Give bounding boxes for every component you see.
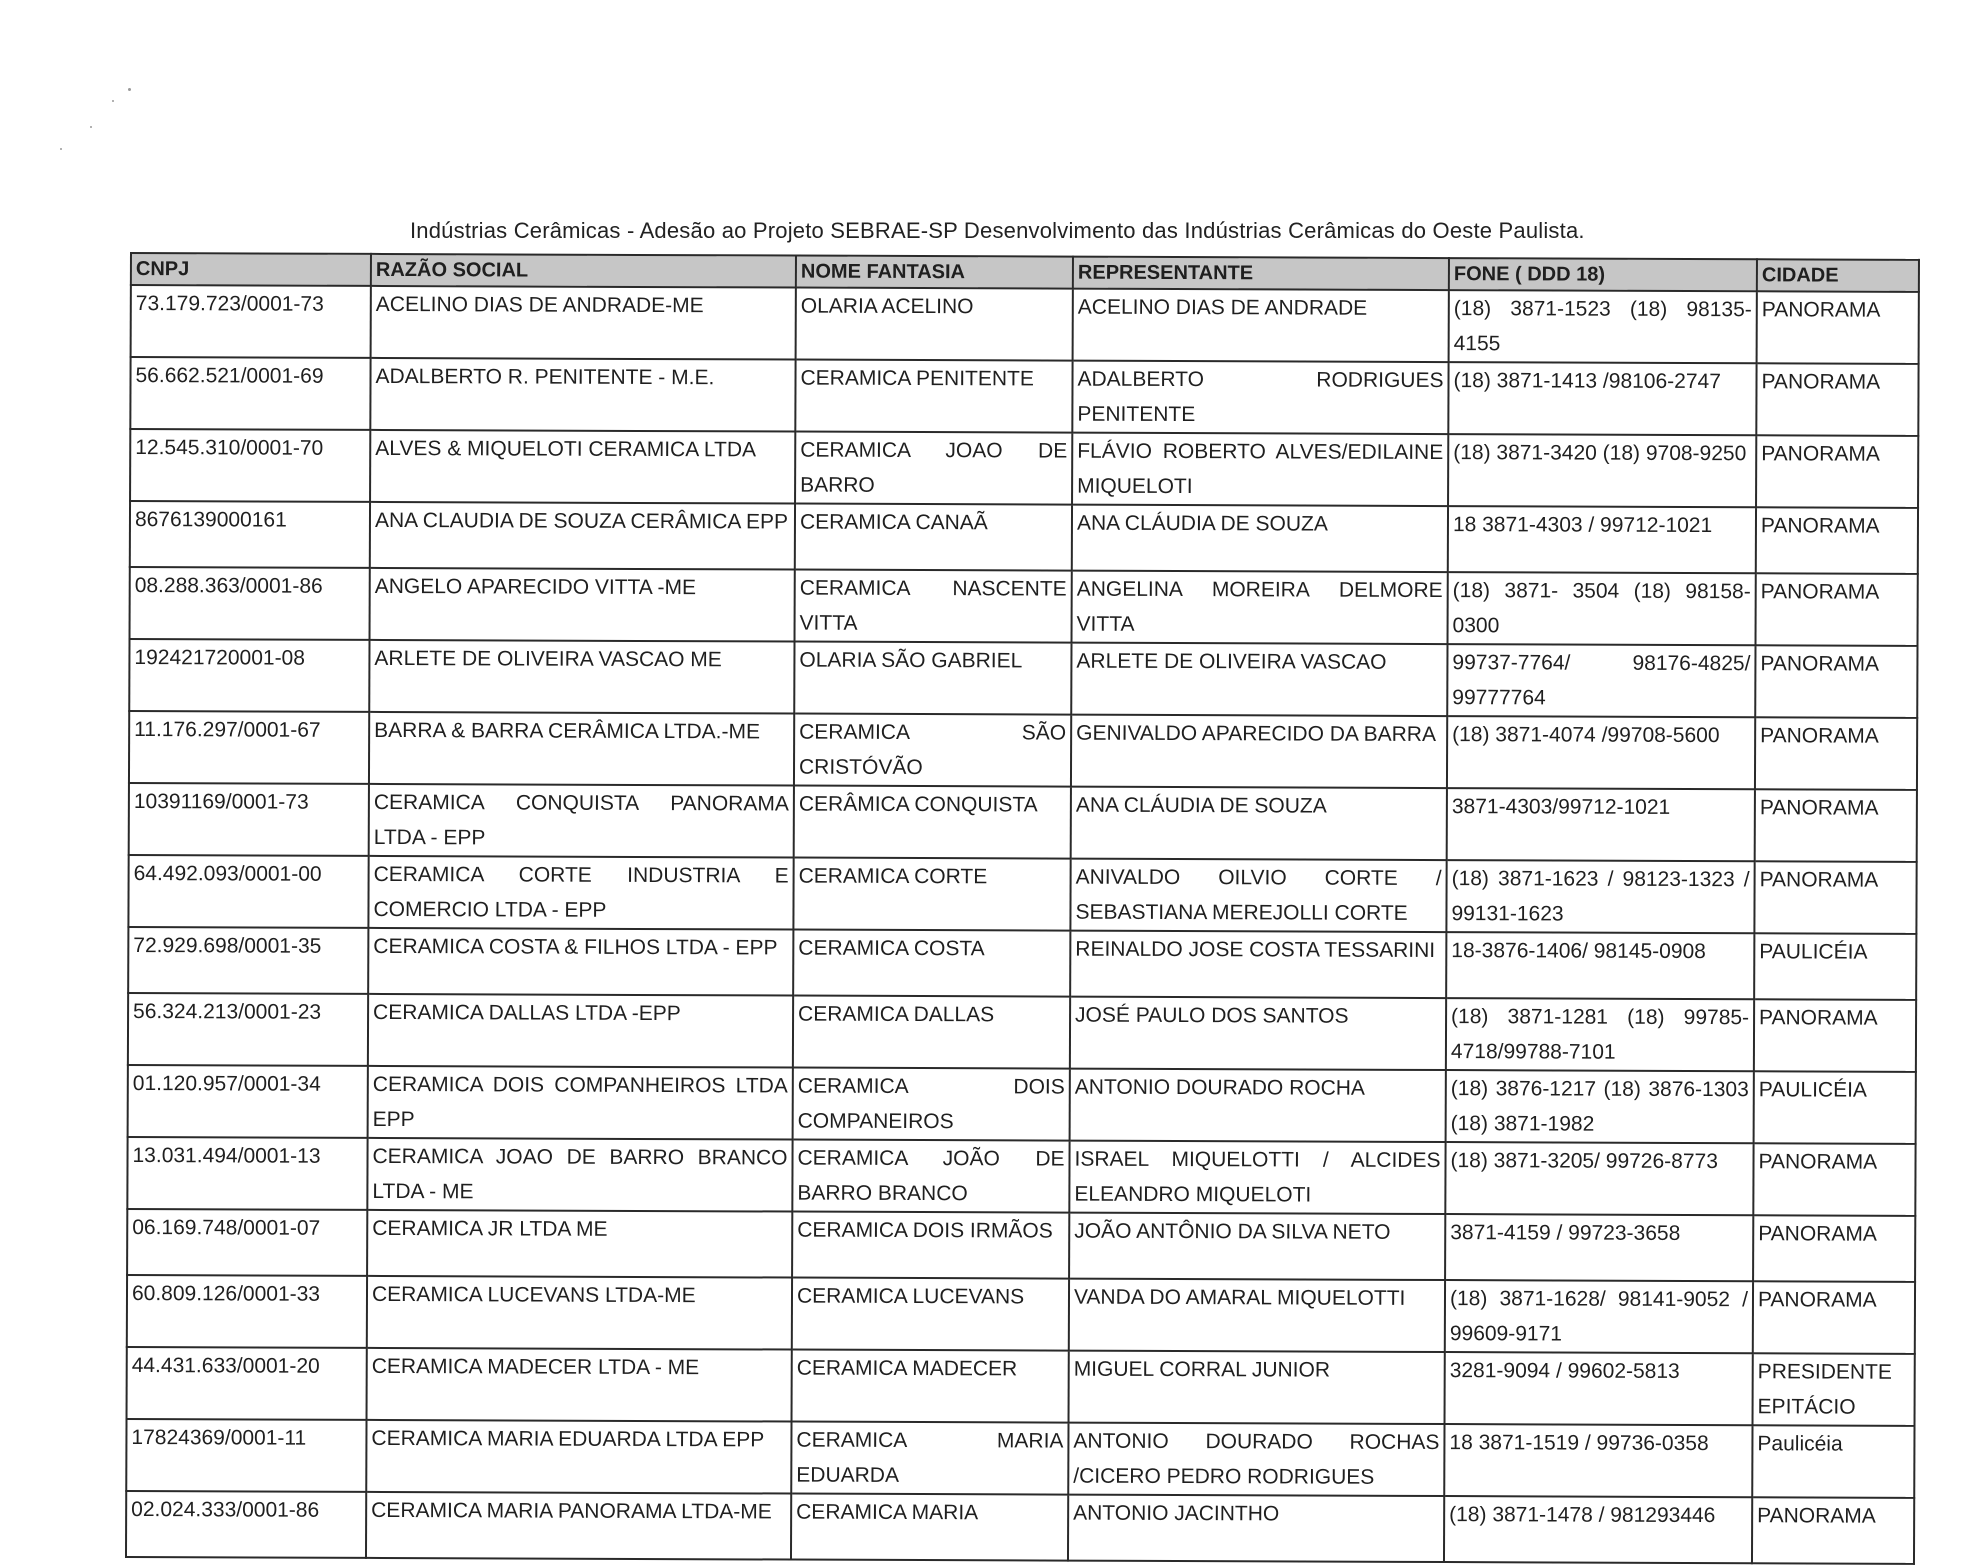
- cell-fone: 18 3871-4303 / 99712-1021: [1448, 506, 1756, 573]
- header-razao-social: RAZÃO SOCIAL: [371, 254, 796, 288]
- cell-cnpj: 01.120.957/0001-34: [128, 1065, 368, 1138]
- cell-cidade: PANORAMA: [1753, 1143, 1915, 1216]
- cell-fone: (18) 3871- 3504 (18) 98158-0300: [1448, 572, 1756, 645]
- cell-razao-social: CERAMICA MARIA EDUARDA LTDA EPP: [366, 1420, 791, 1494]
- header-cnpj: CNPJ: [131, 253, 371, 286]
- cell-nome-fantasia: CERAMICA JOAO DE BARRO: [795, 432, 1072, 505]
- cell-fone: (18) 3871-3205/ 99726-8773: [1445, 1142, 1753, 1215]
- cell-fone: (18) 3871-1623 / 98123-1323 / 99131-1623: [1446, 860, 1754, 933]
- cell-nome-fantasia: CERAMICA MADECER: [792, 1350, 1069, 1423]
- cell-cidade: PANORAMA: [1752, 1497, 1914, 1564]
- cell-razao-social: CERAMICA CORTE INDUSTRIA E COMERCIO LTDA - EPP: [368, 856, 793, 930]
- cell-nome-fantasia: OLARIA SÃO GABRIEL: [794, 642, 1071, 715]
- table-row: [128, 927, 1916, 1000]
- cell-representante: JOSÉ PAULO DOS SANTOS: [1070, 997, 1446, 1070]
- table-row: [126, 1419, 1914, 1498]
- cell-nome-fantasia: CERAMICA COSTA: [793, 930, 1070, 997]
- scan-speck: [112, 100, 114, 102]
- cell-razao-social: ACELINO DIAS DE ANDRADE-ME: [371, 286, 796, 360]
- cell-nome-fantasia: CERAMICA MARIA: [791, 1494, 1068, 1561]
- cell-fone: 99737-7764/ 98176-4825/ 99777764: [1447, 644, 1755, 717]
- cell-nome-fantasia: CERAMICA CORTE: [793, 858, 1070, 931]
- cell-representante: ANA CLÁUDIA DE SOUZA: [1072, 505, 1448, 572]
- cell-nome-fantasia: CERAMICA DOIS COMPANEIROS: [793, 1068, 1070, 1141]
- table-row: [130, 567, 1918, 646]
- cell-cnpj: 192421720001-08: [129, 639, 369, 712]
- cell-representante: ARLETE DE OLIVEIRA VASCAO: [1071, 643, 1447, 716]
- table-row: [127, 1275, 1915, 1354]
- cell-nome-fantasia: CERAMICA DOIS IRMÃOS: [792, 1212, 1069, 1279]
- cell-cidade: PANORAMA: [1754, 999, 1916, 1072]
- document-title: Indústrias Cerâmicas - Adesão ao Projeto SEBRAE-SP Desenvolvimento das Indústrias Cerâmicas do Oeste Paulista.: [410, 218, 1585, 243]
- table-row: [130, 429, 1918, 508]
- cell-cnpj: 12.545.310/0001-70: [130, 429, 370, 502]
- cell-cnpj: 17824369/0001-11: [126, 1419, 366, 1492]
- cell-cidade: PAULICÉIA: [1754, 1071, 1916, 1144]
- cell-cidade: PANORAMA: [1755, 789, 1917, 862]
- cell-razao-social: CERAMICA DOIS COMPANHEIROS LTDA EPP: [368, 1066, 793, 1140]
- cell-fone: (18) 3871-1628/ 98141-9052 / 99609-9171: [1445, 1280, 1753, 1353]
- cell-nome-fantasia: CERAMICA LUCEVANS: [792, 1278, 1069, 1351]
- cell-razao-social: CERAMICA JOAO DE BARRO BRANCO LTDA - ME: [367, 1138, 792, 1212]
- table-row: [128, 1065, 1916, 1144]
- cell-cnpj: 13.031.494/0001-13: [127, 1137, 367, 1210]
- cell-nome-fantasia: CERÂMICA CONQUISTA: [794, 786, 1071, 859]
- scan-speck: [60, 148, 62, 150]
- cell-cnpj: 08.288.363/0001-86: [130, 567, 370, 640]
- cell-representante: ANA CLÁUDIA DE SOUZA: [1071, 787, 1447, 860]
- cell-cnpj: 73.179.723/0001-73: [131, 285, 371, 358]
- cell-cidade: PANORAMA: [1756, 435, 1918, 508]
- cell-fone: (18) 3871-1478 / 981293446: [1444, 1496, 1752, 1563]
- cell-representante: GENIVALDO APARECIDO DA BARRA: [1071, 715, 1447, 788]
- cell-nome-fantasia: CERAMICA JOÃO DE BARRO BRANCO: [792, 1140, 1069, 1213]
- cell-cidade: PAULICÉIA: [1754, 933, 1916, 1000]
- table-row: [127, 1209, 1915, 1282]
- cell-representante: FLÁVIO ROBERTO ALVES/EDILAINE MIQUELOTI: [1072, 433, 1448, 506]
- cell-nome-fantasia: CERAMICA MARIA EDUARDA: [791, 1422, 1068, 1495]
- cell-nome-fantasia: CERAMICA PENITENTE: [795, 360, 1072, 433]
- cell-cidade: PANORAMA: [1755, 717, 1917, 790]
- cell-razao-social: ALVES & MIQUELOTI CERAMICA LTDA: [370, 430, 795, 504]
- cell-fone: (18) 3871-4074 /99708-5600: [1447, 716, 1755, 789]
- table-row: [131, 285, 1919, 364]
- table-row: [129, 711, 1917, 790]
- cell-cnpj: 02.024.333/0001-86: [126, 1491, 366, 1558]
- cell-representante: JOÃO ANTÔNIO DA SILVA NETO: [1069, 1213, 1445, 1280]
- scan-speck: [128, 88, 131, 91]
- cell-cnpj: 56.662.521/0001-69: [130, 357, 370, 430]
- table-row: [127, 1137, 1915, 1216]
- table-row: [129, 783, 1917, 862]
- cell-fone: 18 3871-1519 / 99736-0358: [1444, 1424, 1752, 1497]
- header-fone: FONE ( DDD 18): [1449, 258, 1757, 291]
- cell-fone: (18) 3871-1413 /98106-2747: [1448, 362, 1756, 435]
- cell-fone: (18) 3876-1217 (18) 3876-1303 (18) 3871-1982: [1446, 1070, 1754, 1143]
- cell-cnpj: 11.176.297/0001-67: [129, 711, 369, 784]
- cell-razao-social: ARLETE DE OLIVEIRA VASCAO ME: [369, 640, 794, 714]
- cell-representante: ADALBERTO RODRIGUES PENITENTE: [1072, 361, 1448, 434]
- cell-cnpj: 10391169/0001-73: [129, 783, 369, 856]
- cell-cnpj: 44.431.633/0001-20: [127, 1347, 367, 1420]
- cell-cidade: PRESIDENTE EPITÁCIO: [1753, 1353, 1915, 1426]
- table-row: [129, 639, 1917, 718]
- cell-representante: VANDA DO AMARAL MIQUELOTTI: [1069, 1279, 1445, 1352]
- cell-razao-social: CERAMICA CONQUISTA PANORAMA LTDA - EPP: [369, 784, 794, 858]
- cell-razao-social: CERAMICA MADECER LTDA - ME: [367, 1348, 792, 1422]
- cell-representante: ISRAEL MIQUELOTTI / ALCIDES ELEANDRO MIQUELOTI: [1069, 1141, 1445, 1214]
- cell-cnpj: 8676139000161: [130, 501, 370, 568]
- cell-razao-social: CERAMICA LUCEVANS LTDA-ME: [367, 1276, 792, 1350]
- cell-representante: MIGUEL CORRAL JUNIOR: [1069, 1351, 1445, 1424]
- cell-cnpj: 06.169.748/0001-07: [127, 1209, 367, 1276]
- cell-cidade: PANORAMA: [1753, 1281, 1915, 1354]
- cell-cidade: PANORAMA: [1755, 645, 1917, 718]
- table-row: [128, 993, 1916, 1072]
- cell-cidade: PANORAMA: [1757, 291, 1919, 364]
- table-row: [130, 357, 1918, 436]
- cell-representante: ANTONIO DOURADO ROCHAS /CICERO PEDRO RODRIGUES: [1068, 1423, 1444, 1496]
- scan-speck: [90, 126, 92, 128]
- cell-cidade: PANORAMA: [1754, 861, 1916, 934]
- cell-cidade: PANORAMA: [1756, 507, 1918, 574]
- cell-fone: (18) 3871-1523 (18) 98135-4155: [1449, 290, 1757, 363]
- cell-cnpj: 56.324.213/0001-23: [128, 993, 368, 1066]
- header-cidade: CIDADE: [1757, 259, 1919, 292]
- cell-cidade: PANORAMA: [1753, 1215, 1915, 1282]
- cell-nome-fantasia: OLARIA ACELINO: [796, 288, 1073, 361]
- cell-representante: ANIVALDO OILVIO CORTE / SEBASTIANA MEREJOLLI CORTE: [1070, 859, 1446, 932]
- cell-representante: REINALDO JOSE COSTA TESSARINI: [1070, 931, 1446, 998]
- cell-razao-social: CERAMICA JR LTDA ME: [367, 1210, 792, 1278]
- cell-nome-fantasia: CERAMICA SÃO CRISTÓVÃO: [794, 714, 1071, 787]
- table-row: [130, 501, 1918, 574]
- header-representante: REPRESENTANTE: [1073, 257, 1449, 290]
- cell-razao-social: CERAMICA MARIA PANORAMA LTDA-ME: [366, 1492, 791, 1560]
- cell-representante: ACELINO DIAS DE ANDRADE: [1073, 289, 1449, 362]
- cell-cnpj: 64.492.093/0001-00: [128, 855, 368, 928]
- cell-nome-fantasia: CERAMICA DALLAS: [793, 996, 1070, 1069]
- cell-cidade: PANORAMA: [1756, 573, 1918, 646]
- cell-razao-social: CERAMICA DALLAS LTDA -EPP: [368, 994, 793, 1068]
- table-row: [126, 1491, 1914, 1564]
- table-row: [128, 855, 1916, 934]
- cell-fone: 3281-9094 / 99602-5813: [1445, 1352, 1753, 1425]
- cell-nome-fantasia: CERAMICA NASCENTE VITTA: [795, 570, 1072, 643]
- companies-table: [125, 252, 1920, 1565]
- cell-representante: ANTONIO JACINTHO: [1068, 1495, 1444, 1562]
- cell-representante: ANTONIO DOURADO ROCHA: [1070, 1069, 1446, 1142]
- cell-cnpj: 60.809.126/0001-33: [127, 1275, 367, 1348]
- cell-representante: ANGELINA MOREIRA DELMORE VITTA: [1072, 571, 1448, 644]
- table-row: [127, 1347, 1915, 1426]
- cell-razao-social: BARRA & BARRA CERÂMICA LTDA.-ME: [369, 712, 794, 786]
- cell-razao-social: ANA CLAUDIA DE SOUZA CERÂMICA EPP: [370, 502, 795, 570]
- cell-razao-social: ADALBERTO R. PENITENTE - M.E.: [370, 358, 795, 432]
- cell-razao-social: CERAMICA COSTA & FILHOS LTDA - EPP: [368, 928, 793, 996]
- cell-fone: 3871-4303/99712-1021: [1447, 788, 1755, 861]
- cell-cidade: PANORAMA: [1756, 363, 1918, 436]
- cell-fone: 3871-4159 / 99723-3658: [1445, 1214, 1753, 1281]
- cell-fone: (18) 3871-3420 (18) 9708-9250: [1448, 434, 1756, 507]
- header-nome-fantasia: NOME FANTASIA: [796, 256, 1073, 289]
- cell-nome-fantasia: CERAMICA CANAÃ: [795, 504, 1072, 571]
- cell-fone: 18-3876-1406/ 98145-0908: [1446, 932, 1754, 999]
- cell-razao-social: ANGELO APARECIDO VITTA -ME: [370, 568, 795, 642]
- cell-cnpj: 72.929.698/0001-35: [128, 927, 368, 994]
- cell-cidade: Paulicéia: [1752, 1425, 1914, 1498]
- cell-fone: (18) 3871-1281 (18) 99785-4718/99788-7101: [1446, 998, 1754, 1071]
